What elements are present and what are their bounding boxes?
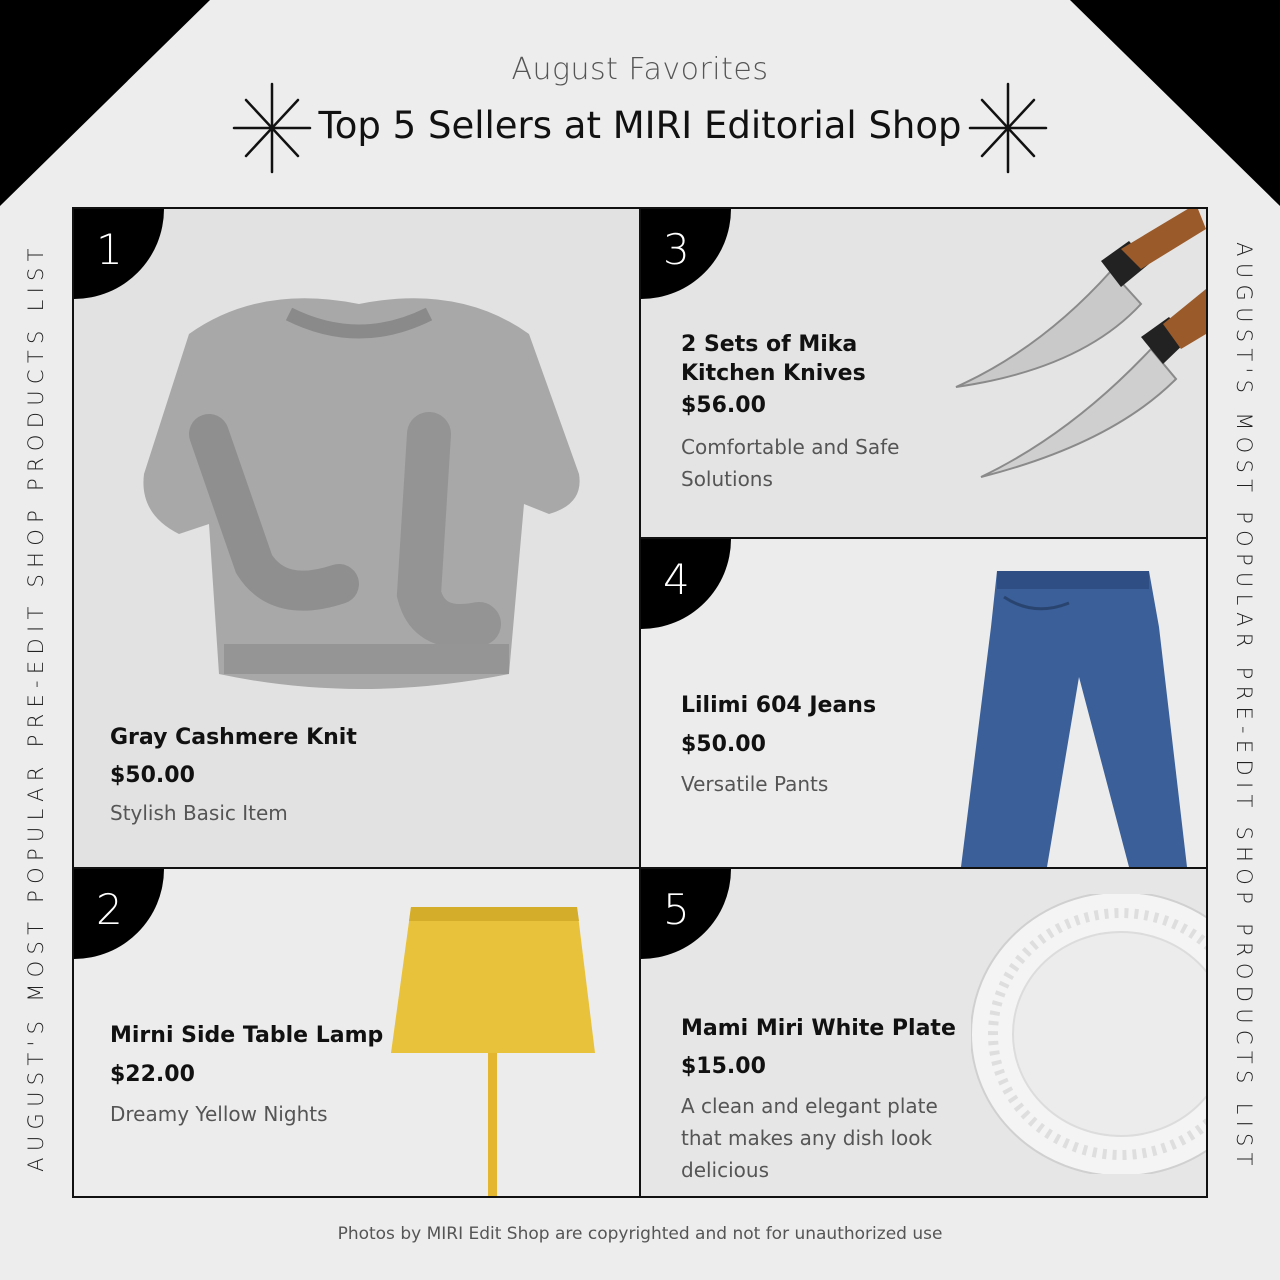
product-desc: Versatile Pants bbox=[681, 772, 829, 796]
product-price: $50.00 bbox=[110, 763, 195, 788]
rank-badge: 1 bbox=[74, 209, 164, 299]
product-price: $50.00 bbox=[681, 732, 766, 757]
grid-frame bbox=[72, 207, 1208, 1198]
product-desc: Stylish Basic Item bbox=[110, 801, 288, 825]
product-desc: Dreamy Yellow Nights bbox=[110, 1102, 328, 1126]
page-subtitle: August Favorites bbox=[511, 52, 769, 87]
product-price: $56.00 bbox=[681, 393, 766, 418]
product-desc: A clean and elegant plate that makes any dish look delicious bbox=[681, 1094, 938, 1182]
page-title: Top 5 Sellers at MIRI Editorial Shop bbox=[318, 104, 962, 147]
rank-badge: 4 bbox=[641, 539, 731, 629]
rank-badge: 3 bbox=[641, 209, 731, 299]
footer-note: Photos by MIRI Edit Shop are copyrighted and not for unauthorized use bbox=[337, 1224, 943, 1244]
product-desc: Comfortable and Safe Solutions bbox=[681, 435, 900, 491]
sparkle-icon bbox=[968, 82, 1048, 174]
product-name: 2 Sets of Mika Kitchen Knives bbox=[681, 332, 866, 386]
rank-badge: 5 bbox=[641, 869, 731, 959]
product-price: $22.00 bbox=[110, 1062, 195, 1087]
product-name: Mami Miri White Plate bbox=[681, 1016, 956, 1041]
product-price: $15.00 bbox=[681, 1054, 766, 1079]
product-name: Gray Cashmere Knit bbox=[110, 725, 357, 750]
side-caption-left: AUGUST'S MOST POPULAR PRE-EDIT SHOP PRODUCTS LIST bbox=[24, 242, 48, 1172]
header bbox=[0, 0, 1280, 206]
side-caption-right: AUGUST'S MOST POPULAR PRE-EDIT SHOP PRODUCTS LIST bbox=[1232, 242, 1256, 1172]
product-name: Mirni Side Table Lamp bbox=[110, 1023, 384, 1048]
product-name: Lilimi 604 Jeans bbox=[681, 693, 877, 718]
rank-badge: 2 bbox=[74, 869, 164, 959]
